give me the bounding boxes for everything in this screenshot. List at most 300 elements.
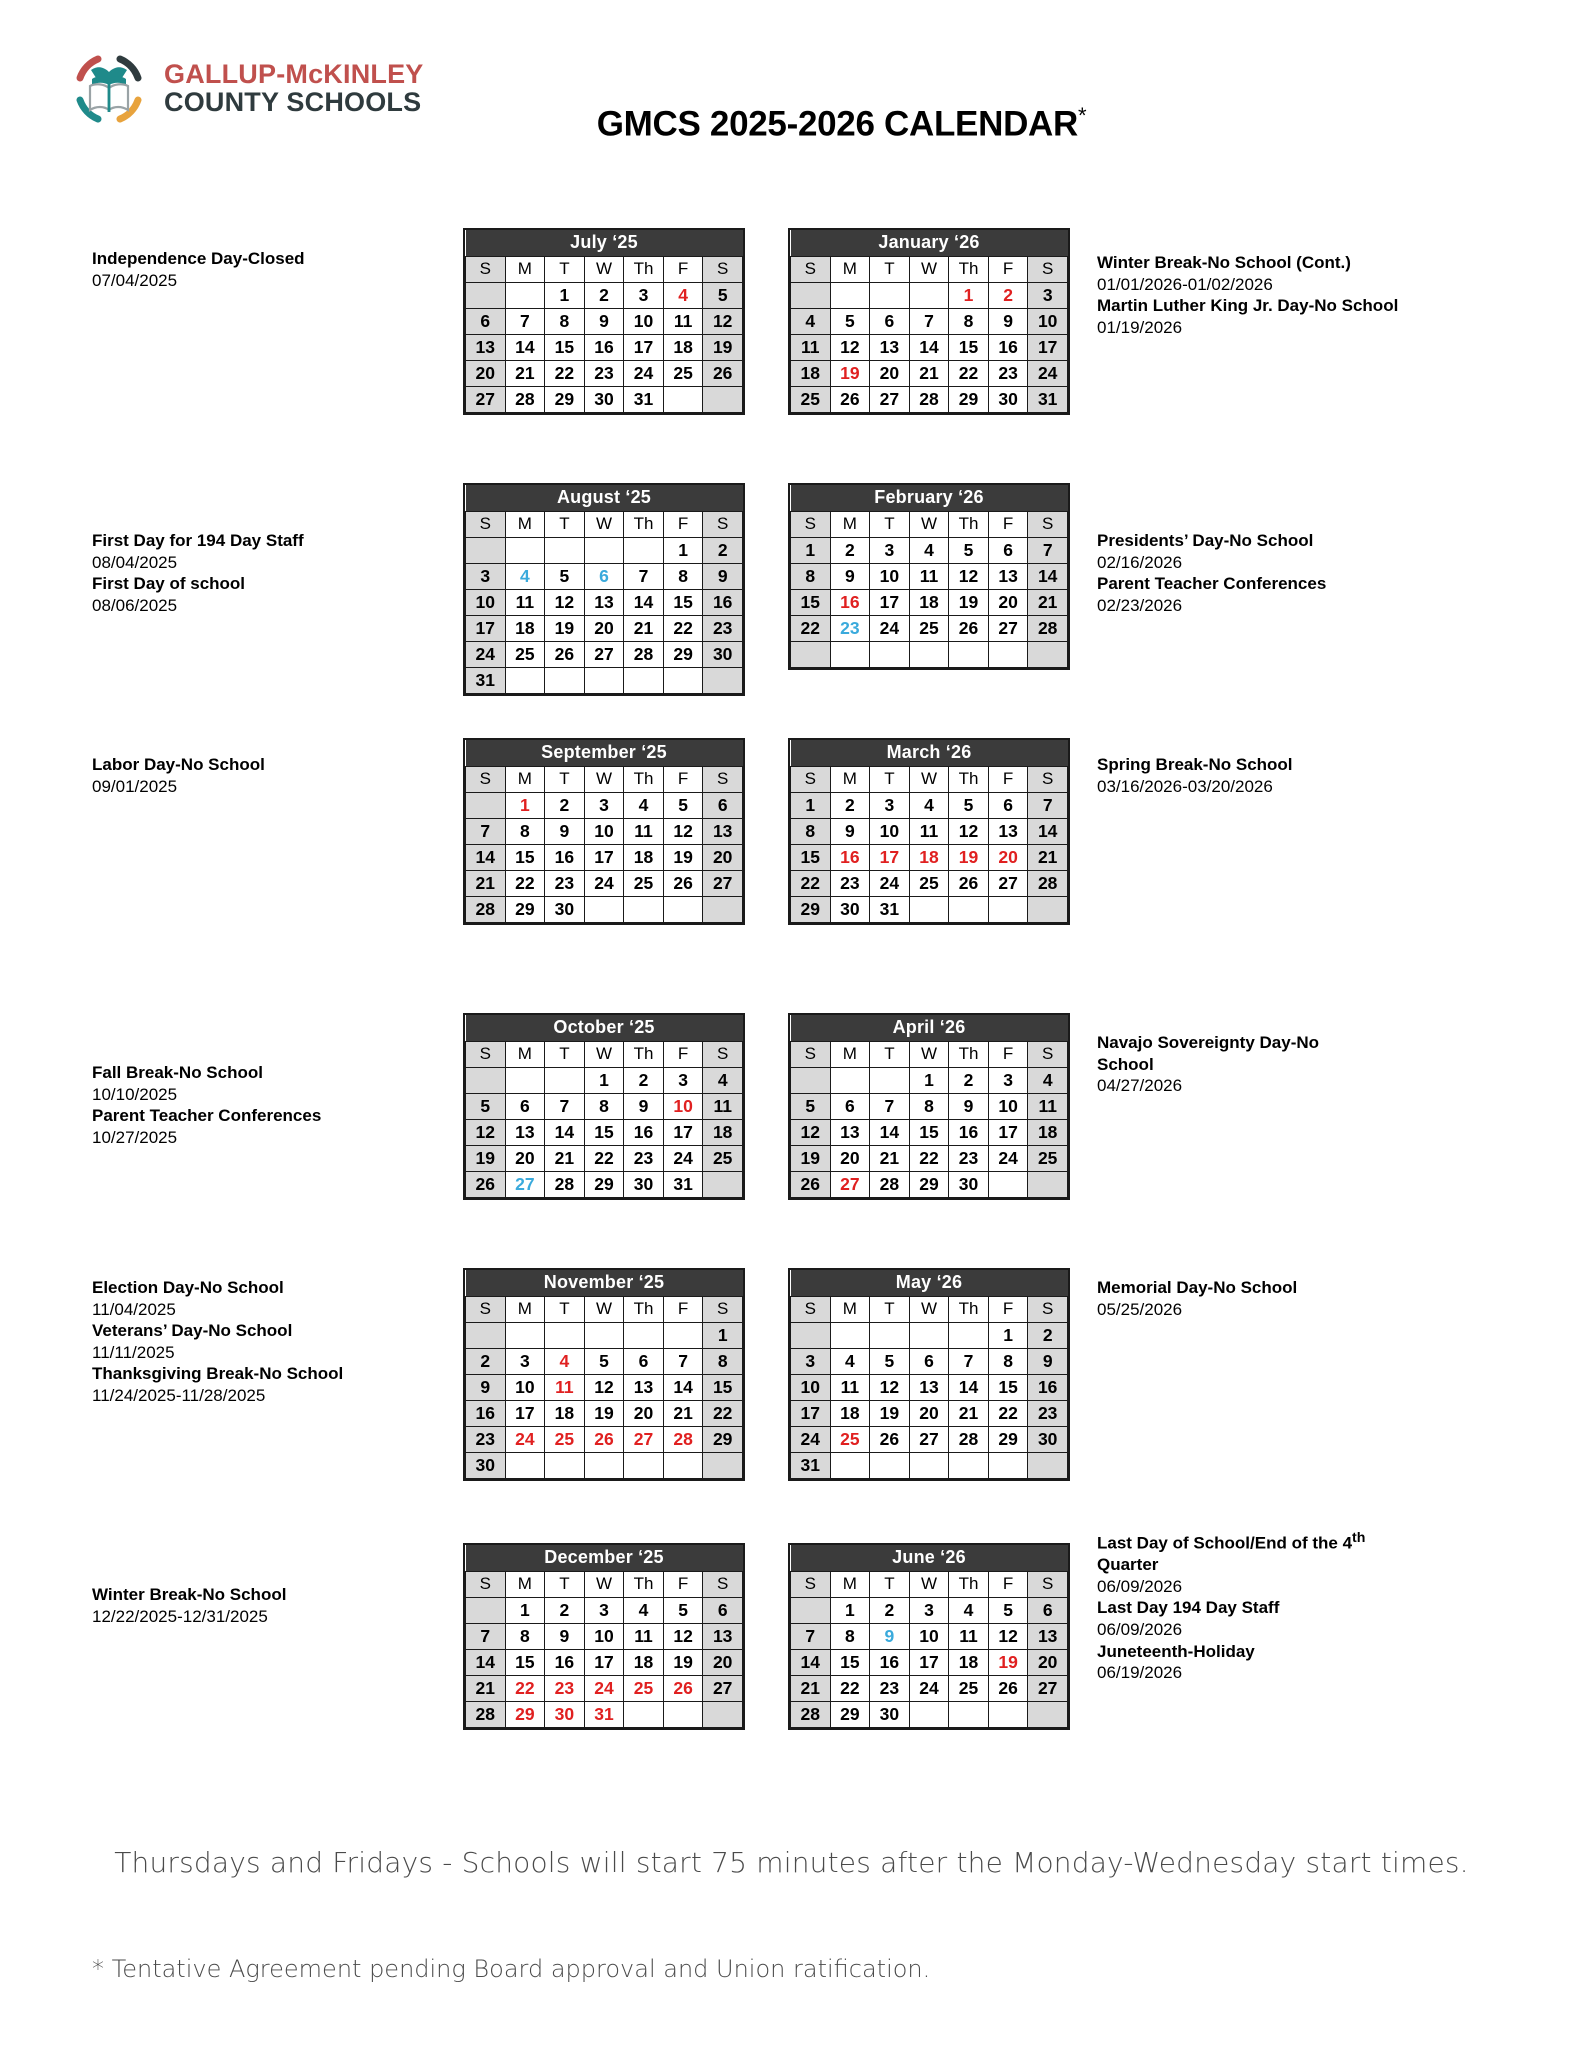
calendar-week-row: [466, 1374, 743, 1400]
calendar-day-cell: 15: [909, 1119, 949, 1145]
calendar-day-cell: 12: [663, 1623, 703, 1649]
day-of-week-header: S: [791, 1296, 831, 1322]
calendar-day-cell: 7: [949, 1348, 989, 1374]
calendar-day-empty: [949, 1322, 989, 1348]
day-of-week-header: M: [830, 256, 870, 282]
calendar-day-cell: 22: [663, 615, 703, 641]
note-date-value: 08/04/2025: [92, 552, 178, 572]
calendar-day-cell: 11: [909, 818, 949, 844]
note-event-label: Martin Luther King Jr. Day-No School: [1097, 296, 1399, 316]
day-of-week-header: Th: [624, 511, 664, 537]
calendar-day-cell: 11: [624, 818, 664, 844]
calendar-week-row: [466, 844, 743, 870]
calendar-day-cell: 8: [949, 308, 989, 334]
note-date-value: 09/01/2025: [92, 776, 178, 796]
calendar-day-cell: 30: [1028, 1426, 1068, 1452]
day-of-week-header: S: [466, 766, 506, 792]
calendar-day-empty: [830, 1452, 870, 1478]
calendar-day-cell: 27: [830, 1171, 870, 1197]
calendar-day-cell: 17: [988, 1119, 1028, 1145]
calendar-day-cell: 6: [988, 792, 1028, 818]
calendar-day-cell: 21: [870, 1145, 910, 1171]
calendar-week-row: [466, 1119, 743, 1145]
calendar-week-row: [791, 1348, 1068, 1374]
calendar-day-cell: 20: [703, 844, 743, 870]
calendar-day-empty: [584, 1322, 624, 1348]
calendar-day-cell: 16: [830, 589, 870, 615]
calendar-day-cell: 5: [466, 1093, 506, 1119]
calendar-week-row: [466, 667, 743, 693]
note-date-value: 08/06/2025: [92, 595, 178, 615]
note-event-label: Veterans’ Day-No School: [92, 1321, 293, 1341]
calendar-day-cell: 29: [909, 1171, 949, 1197]
calendar-day-cell: 5: [663, 792, 703, 818]
calendar-day-cell: 11: [949, 1623, 989, 1649]
calendar-week-row: [466, 537, 743, 563]
calendar-day-cell: 1: [505, 1597, 545, 1623]
calendar-day-cell: 1: [505, 792, 545, 818]
calendar-day-cell: 16: [949, 1119, 989, 1145]
calendar-day-cell: 31: [791, 1452, 831, 1478]
calendar-day-empty: [545, 537, 585, 563]
calendar-day-cell: 22: [505, 870, 545, 896]
calendar-day-cell: 10: [988, 1093, 1028, 1119]
calendar-day-cell: 5: [703, 282, 743, 308]
calendar-day-cell: 17: [505, 1400, 545, 1426]
calendar-day-cell: 20: [1028, 1649, 1068, 1675]
note-event-label: Presidents’ Day-No School: [1097, 531, 1314, 550]
calendar-day-cell: 13: [703, 818, 743, 844]
calendar-day-cell: 9: [545, 818, 585, 844]
calendar-day-cell: 15: [584, 1119, 624, 1145]
day-of-week-header: W: [909, 1041, 949, 1067]
calendar-day-cell: 6: [584, 563, 624, 589]
day-of-week-header: Th: [949, 511, 989, 537]
calendar-day-cell: 22: [909, 1145, 949, 1171]
calendar-week-row: [466, 1623, 743, 1649]
calendar-month-march-26: [788, 738, 1070, 925]
calendar-day-cell: 25: [624, 1675, 664, 1701]
calendar-day-empty: [988, 1171, 1028, 1197]
calendar-day-cell: 9: [545, 1623, 585, 1649]
calendar-day-cell: 4: [663, 282, 703, 308]
calendar-day-cell: 11: [830, 1374, 870, 1400]
month-title: June ‘26: [791, 1545, 1068, 1571]
calendar-day-cell: 9: [830, 563, 870, 589]
calendar-day-cell: 15: [663, 589, 703, 615]
calendar-week-row: [466, 1322, 743, 1348]
calendar-day-cell: 25: [909, 870, 949, 896]
day-of-week-header: T: [545, 766, 585, 792]
calendar-day-cell: 28: [949, 1426, 989, 1452]
calendar-day-cell: 9: [870, 1623, 910, 1649]
calendar-day-cell: 27: [703, 870, 743, 896]
note-date-value: 01/01/2026-01/02/2026: [1097, 274, 1273, 294]
day-of-week-header: S: [703, 256, 743, 282]
day-of-week-header: M: [505, 766, 545, 792]
note-event-label: Spring Break-No School: [1097, 755, 1293, 774]
calendar-day-cell: 19: [870, 1400, 910, 1426]
calendar-month-september-25: [463, 738, 745, 925]
calendar-day-cell: 26: [791, 1171, 831, 1197]
calendar-day-cell: 6: [703, 792, 743, 818]
calendar-day-cell: 25: [1028, 1145, 1068, 1171]
calendar-day-empty: [703, 896, 743, 922]
day-of-week-header: S: [703, 511, 743, 537]
calendar-day-cell: 12: [663, 818, 703, 844]
calendar-day-cell: 28: [505, 386, 545, 412]
calendar-day-cell: 19: [466, 1145, 506, 1171]
calendar-day-cell: 23: [545, 1675, 585, 1701]
day-of-week-header: W: [584, 1296, 624, 1322]
calendar-day-cell: 13: [988, 818, 1028, 844]
calendar-day-empty: [466, 1597, 506, 1623]
day-of-week-header: M: [505, 1041, 545, 1067]
calendar-day-cell: 26: [949, 870, 989, 896]
calendar-day-cell: 2: [545, 1597, 585, 1623]
note-date-value: 02/23/2026: [1097, 595, 1183, 615]
calendar-day-cell: 10: [663, 1093, 703, 1119]
calendar-day-cell: 15: [791, 844, 831, 870]
calendar-day-empty: [870, 641, 910, 667]
calendar-day-cell: 12: [949, 563, 989, 589]
calendar-day-cell: 16: [870, 1649, 910, 1675]
calendar-day-cell: 13: [466, 334, 506, 360]
calendar-day-cell: 28: [466, 1701, 506, 1727]
calendar-day-cell: 30: [870, 1701, 910, 1727]
note-event-label: Labor Day-No School: [92, 755, 265, 774]
calendar-day-empty: [870, 1067, 910, 1093]
calendar-day-cell: 18: [949, 1649, 989, 1675]
calendar-day-cell: 26: [870, 1426, 910, 1452]
calendar-day-empty: [545, 667, 585, 693]
calendar-day-cell: 7: [1028, 537, 1068, 563]
calendar-day-cell: 27: [988, 615, 1028, 641]
calendar-week-row: [791, 563, 1068, 589]
day-of-week-header: F: [988, 1571, 1028, 1597]
calendar-day-cell: 27: [1028, 1675, 1068, 1701]
calendar-day-cell: 2: [1028, 1322, 1068, 1348]
calendar-day-cell: 3: [909, 1597, 949, 1623]
calendar-day-cell: 10: [870, 818, 910, 844]
calendar-day-empty: [505, 537, 545, 563]
calendar-week-row: [791, 1119, 1068, 1145]
day-of-week-header: W: [909, 1571, 949, 1597]
calendar-day-cell: 19: [703, 334, 743, 360]
calendar-day-cell: 23: [949, 1145, 989, 1171]
calendar-day-cell: 7: [1028, 792, 1068, 818]
logo-line-2: COUNTY SCHOOLS: [164, 87, 422, 117]
calendar-week-row: [466, 282, 743, 308]
day-of-week-header: W: [584, 511, 624, 537]
day-of-week-header: Th: [624, 1296, 664, 1322]
note-date-value: 05/25/2026: [1097, 1299, 1183, 1319]
calendar-week-row: [466, 1093, 743, 1119]
calendar-week-row: [466, 334, 743, 360]
calendar-day-cell: 20: [870, 360, 910, 386]
calendar-day-cell: 29: [949, 386, 989, 412]
calendar-day-cell: 18: [909, 844, 949, 870]
calendar-day-cell: 7: [466, 1623, 506, 1649]
calendar-day-cell: 26: [703, 360, 743, 386]
calendar-day-cell: 30: [584, 386, 624, 412]
calendar-day-cell: 29: [505, 896, 545, 922]
calendar-day-empty: [505, 667, 545, 693]
calendar-week-row: [791, 870, 1068, 896]
calendar-day-empty: [830, 1322, 870, 1348]
calendar-day-cell: 23: [988, 360, 1028, 386]
day-of-week-header: Th: [949, 1041, 989, 1067]
calendar-day-empty: [988, 1701, 1028, 1727]
calendar-day-empty: [584, 667, 624, 693]
note-fall-break-ptc: [92, 1062, 422, 1148]
calendar-day-cell: 23: [1028, 1400, 1068, 1426]
calendar-day-cell: 4: [909, 792, 949, 818]
calendar-day-cell: 2: [545, 792, 585, 818]
calendar-day-cell: 5: [663, 1597, 703, 1623]
note-date-value: 07/04/2025: [92, 270, 178, 290]
calendar-day-empty: [988, 896, 1028, 922]
note-date-value: 04/27/2026: [1097, 1076, 1183, 1096]
calendar-day-cell: 9: [830, 818, 870, 844]
calendar-day-cell: 29: [505, 1701, 545, 1727]
day-of-week-header: S: [791, 1571, 831, 1597]
note-event-label: Thanksgiving Break-No School: [92, 1364, 344, 1384]
note-winter-break-cont-mlk: [1097, 252, 1437, 338]
calendar-day-empty: [466, 537, 506, 563]
calendar-day-cell: 17: [870, 589, 910, 615]
calendar-week-row: [791, 589, 1068, 615]
calendar-day-empty: [663, 1452, 703, 1478]
calendar-day-cell: 27: [909, 1426, 949, 1452]
calendar-day-empty: [988, 641, 1028, 667]
calendar-day-cell: 11: [505, 589, 545, 615]
calendar-month-august-25: [463, 483, 745, 696]
note-event-label: School: [1097, 1054, 1154, 1074]
calendar-day-cell: 5: [949, 792, 989, 818]
calendar-day-cell: 26: [545, 641, 585, 667]
calendar-day-empty: [545, 1322, 585, 1348]
calendar-day-cell: 9: [624, 1093, 664, 1119]
calendar-day-empty: [791, 1597, 831, 1623]
calendar-day-cell: 25: [545, 1426, 585, 1452]
note-date-value: 03/16/2026-03/20/2026: [1097, 776, 1273, 796]
calendar-day-empty: [949, 896, 989, 922]
calendar-day-cell: 16: [545, 1649, 585, 1675]
calendar-week-row: [466, 870, 743, 896]
calendar-day-cell: 7: [545, 1093, 585, 1119]
calendar-day-cell: 23: [624, 1145, 664, 1171]
calendar-day-cell: 20: [466, 360, 506, 386]
ordinal-superscript: th: [1352, 1530, 1366, 1546]
day-of-week-header: T: [545, 256, 585, 282]
calendar-day-empty: [988, 1452, 1028, 1478]
note-date-value: 10/27/2025: [92, 1127, 178, 1147]
calendar-day-cell: 26: [584, 1426, 624, 1452]
calendar-day-cell: 7: [909, 308, 949, 334]
calendar-day-cell: 29: [663, 641, 703, 667]
calendar-day-cell: 13: [1028, 1623, 1068, 1649]
calendar-day-cell: 13: [830, 1119, 870, 1145]
calendar-week-row: [466, 360, 743, 386]
calendar-day-cell: 21: [1028, 844, 1068, 870]
calendar-day-cell: 4: [909, 537, 949, 563]
calendar-day-cell: 16: [545, 844, 585, 870]
calendar-day-cell: 17: [624, 334, 664, 360]
calendar-day-empty: [545, 1452, 585, 1478]
calendar-day-empty: [584, 537, 624, 563]
calendar-day-cell: 6: [830, 1093, 870, 1119]
day-of-week-header: F: [988, 511, 1028, 537]
calendar-week-row: [791, 1067, 1068, 1093]
calendar-month-december-25: [463, 1543, 745, 1730]
calendar-week-row: [466, 615, 743, 641]
calendar-month-may-26: [788, 1268, 1070, 1481]
calendar-day-cell: 24: [988, 1145, 1028, 1171]
calendar-day-empty: [663, 1701, 703, 1727]
calendar-day-cell: 12: [870, 1374, 910, 1400]
note-event-label: Last Day of School/End of the 4th: [1097, 1530, 1366, 1553]
calendar-day-cell: 14: [1028, 818, 1068, 844]
calendar-week-row: [466, 563, 743, 589]
calendar-day-cell: 2: [949, 1067, 989, 1093]
day-of-week-header: F: [988, 1296, 1028, 1322]
calendar-day-cell: 16: [988, 334, 1028, 360]
calendar-week-row: [791, 1597, 1068, 1623]
calendar-day-empty: [505, 282, 545, 308]
calendar-day-cell: 12: [703, 308, 743, 334]
calendar-day-cell: 1: [909, 1067, 949, 1093]
calendar-day-empty: [909, 1322, 949, 1348]
calendar-day-cell: 18: [545, 1400, 585, 1426]
calendar-day-cell: 23: [830, 615, 870, 641]
day-of-week-header: M: [830, 1296, 870, 1322]
calendar-day-cell: 2: [703, 537, 743, 563]
day-of-week-header: Th: [624, 256, 664, 282]
note-date-value: 11/11/2025: [92, 1342, 175, 1362]
calendar-day-cell: 16: [1028, 1374, 1068, 1400]
calendar-day-empty: [1028, 896, 1068, 922]
calendar-day-cell: 21: [791, 1675, 831, 1701]
day-of-week-header: F: [663, 1571, 703, 1597]
title-asterisk: *: [1078, 103, 1087, 128]
calendar-day-cell: 29: [791, 896, 831, 922]
calendar-day-cell: 11: [663, 308, 703, 334]
calendar-day-empty: [703, 386, 743, 412]
calendar-day-empty: [909, 282, 949, 308]
note-last-day-juneteenth: [1097, 1530, 1437, 1684]
note-event-label: Parent Teacher Conferences: [1097, 574, 1327, 594]
calendar-day-empty: [584, 1452, 624, 1478]
note-event-label: Winter Break-No School (Cont.): [1097, 253, 1351, 272]
note-first-day-staff-school: [92, 530, 422, 616]
calendar-day-empty: [909, 896, 949, 922]
calendar-week-row: [791, 844, 1068, 870]
calendar-day-cell: 22: [584, 1145, 624, 1171]
calendar-day-empty: [663, 386, 703, 412]
calendar-day-cell: 26: [949, 615, 989, 641]
day-of-week-header: S: [791, 511, 831, 537]
calendar-day-cell: 22: [545, 360, 585, 386]
calendar-day-cell: 6: [870, 308, 910, 334]
calendar-day-cell: 24: [466, 641, 506, 667]
note-independence-day: [92, 248, 422, 291]
calendar-day-cell: 6: [624, 1348, 664, 1374]
calendar-day-empty: [909, 641, 949, 667]
calendar-day-cell: 28: [1028, 870, 1068, 896]
calendar-day-cell: 3: [791, 1348, 831, 1374]
day-of-week-header: F: [663, 1296, 703, 1322]
calendar-day-cell: 18: [791, 360, 831, 386]
day-of-week-header: W: [909, 511, 949, 537]
calendar-day-cell: 28: [624, 641, 664, 667]
calendar-week-row: [466, 818, 743, 844]
calendar-day-cell: 14: [545, 1119, 585, 1145]
day-of-week-header: S: [703, 1571, 743, 1597]
calendar-day-cell: 19: [988, 1649, 1028, 1675]
calendar-day-cell: 14: [663, 1374, 703, 1400]
month-title: April ‘26: [791, 1015, 1068, 1041]
calendar-day-empty: [624, 537, 664, 563]
calendar-day-cell: 4: [545, 1348, 585, 1374]
calendar-day-cell: 1: [791, 537, 831, 563]
calendar-day-cell: 3: [870, 792, 910, 818]
calendar-day-cell: 3: [1028, 282, 1068, 308]
calendar-day-cell: 4: [830, 1348, 870, 1374]
calendar-day-cell: 2: [584, 282, 624, 308]
calendar-day-cell: 11: [545, 1374, 585, 1400]
calendar-day-cell: 8: [505, 818, 545, 844]
calendar-day-cell: 5: [545, 563, 585, 589]
calendar-day-cell: 28: [663, 1426, 703, 1452]
calendar-week-row: [791, 282, 1068, 308]
calendar-day-cell: 30: [545, 1701, 585, 1727]
day-of-week-header: Th: [624, 1041, 664, 1067]
day-of-week-header: T: [545, 511, 585, 537]
calendar-day-cell: 17: [791, 1400, 831, 1426]
calendar-day-cell: 2: [830, 792, 870, 818]
calendar-day-empty: [624, 667, 664, 693]
day-of-week-header: F: [663, 511, 703, 537]
calendar-week-row: [791, 641, 1068, 667]
calendar-day-cell: 31: [584, 1701, 624, 1727]
calendar-day-cell: 16: [830, 844, 870, 870]
calendar-day-cell: 21: [909, 360, 949, 386]
calendar-day-cell: 12: [791, 1119, 831, 1145]
calendar-day-cell: 12: [830, 334, 870, 360]
calendar-week-row: [791, 1171, 1068, 1197]
calendar-day-cell: 17: [870, 844, 910, 870]
day-of-week-header: S: [466, 256, 506, 282]
calendar-day-empty: [791, 1067, 831, 1093]
calendar-day-cell: 18: [663, 334, 703, 360]
note-event-label: Independence Day-Closed: [92, 249, 305, 268]
calendar-day-cell: 8: [545, 308, 585, 334]
calendar-day-empty: [870, 1452, 910, 1478]
calendar-month-january-26: [788, 228, 1070, 415]
calendar-day-cell: 14: [1028, 563, 1068, 589]
day-of-week-header: W: [584, 256, 624, 282]
calendar-day-empty: [703, 1452, 743, 1478]
calendar-day-cell: 22: [949, 360, 989, 386]
calendar-day-cell: 9: [988, 308, 1028, 334]
calendar-day-cell: 27: [870, 386, 910, 412]
calendar-day-cell: 15: [545, 334, 585, 360]
day-of-week-header: S: [466, 1296, 506, 1322]
page-title-text: GMCS 2025-2026 CALENDAR: [596, 104, 1079, 144]
note-event-label: Winter Break-No School: [92, 1585, 287, 1604]
calendar-day-cell: 4: [624, 792, 664, 818]
